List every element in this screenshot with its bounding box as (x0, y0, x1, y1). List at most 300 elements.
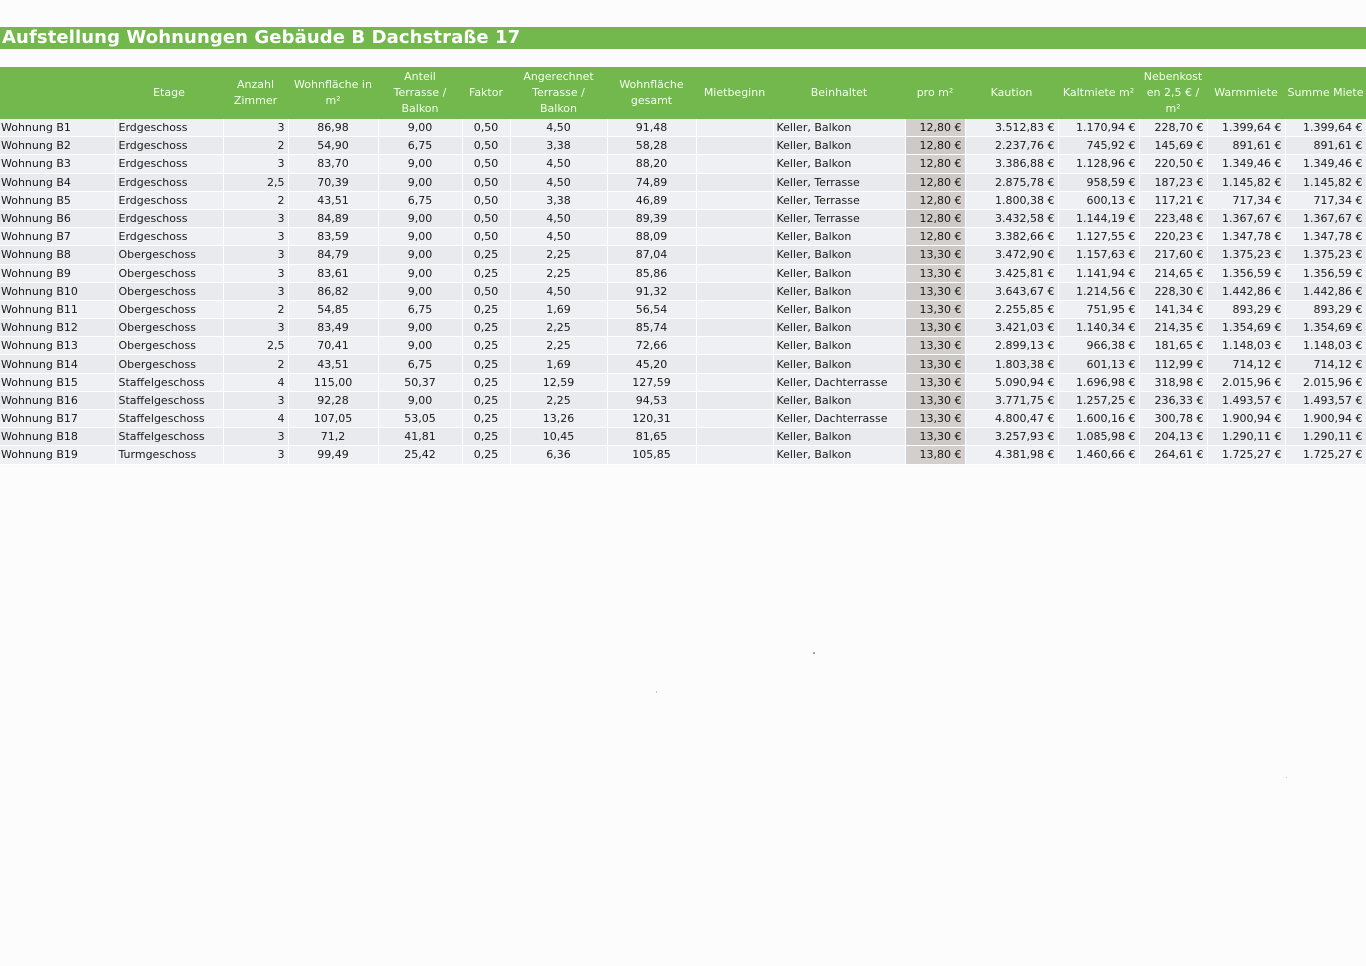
cell-zimmer: 2,5 (223, 337, 288, 355)
cell-gesamt: 46,89 (607, 191, 696, 209)
cell-nebenkosten: 220,50 € (1139, 155, 1207, 173)
cell-gesamt: 81,65 (607, 428, 696, 446)
cell-beinhaltet: Keller, Terrasse (773, 191, 905, 209)
cell-pro-m2: 13,30 € (905, 355, 965, 373)
cell-warmmiete: 1.442,86 € (1207, 282, 1285, 300)
cell-nebenkosten: 264,61 € (1139, 446, 1207, 464)
cell-summe: 1.290,11 € (1285, 428, 1366, 446)
cell-anteil: 9,00 (378, 209, 462, 227)
cell-warmmiete: 1.290,11 € (1207, 428, 1285, 446)
cell-kaution: 3.421,03 € (965, 319, 1058, 337)
cell-nebenkosten: 220,23 € (1139, 228, 1207, 246)
cell-pro-m2: 13,30 € (905, 319, 965, 337)
cell-beinhaltet: Keller, Balkon (773, 155, 905, 173)
cell-beinhaltet: Keller, Balkon (773, 355, 905, 373)
cell-etage: Obergeschoss (115, 282, 223, 300)
cell-nebenkosten: 181,65 € (1139, 337, 1207, 355)
cell-angerechnet: 2,25 (510, 337, 607, 355)
table-row (0, 246, 1366, 264)
cell-faktor: 0,25 (462, 355, 510, 373)
cell-gesamt: 127,59 (607, 373, 696, 391)
cell-faktor: 0,50 (462, 119, 510, 137)
cell-kaution: 4.800,47 € (965, 410, 1058, 428)
cell-angerechnet: 2,25 (510, 246, 607, 264)
cell-name: Wohnung B7 (0, 228, 115, 246)
cell-gesamt: 72,66 (607, 337, 696, 355)
cell-zimmer: 3 (223, 228, 288, 246)
cell-pro-m2: 13,30 € (905, 428, 965, 446)
cell-mietbeginn (696, 319, 773, 337)
cell-kaltmiete: 1.170,94 € (1058, 119, 1139, 137)
cell-anteil: 50,37 (378, 373, 462, 391)
cell-summe: 1.399,64 € (1285, 119, 1366, 137)
cell-summe: 1.356,59 € (1285, 264, 1366, 282)
cell-anteil: 25,42 (378, 446, 462, 464)
cell-nebenkosten: 228,30 € (1139, 282, 1207, 300)
cell-nebenkosten: 214,65 € (1139, 264, 1207, 282)
cell-etage: Obergeschoss (115, 319, 223, 337)
cell-name: Wohnung B17 (0, 410, 115, 428)
cell-zimmer: 3 (223, 391, 288, 409)
cell-kaution: 3.257,93 € (965, 428, 1058, 446)
cell-mietbeginn (696, 119, 773, 137)
cell-warmmiete: 2.015,96 € (1207, 373, 1285, 391)
cell-gesamt: 74,89 (607, 173, 696, 191)
cell-wohnflaeche: 86,98 (288, 119, 378, 137)
header-etage: Etage (115, 67, 223, 119)
cell-gesamt: 85,86 (607, 264, 696, 282)
cell-mietbeginn (696, 264, 773, 282)
cell-name: Wohnung B12 (0, 319, 115, 337)
cell-gesamt: 45,20 (607, 355, 696, 373)
cell-summe: 2.015,96 € (1285, 373, 1366, 391)
cell-anteil: 6,75 (378, 191, 462, 209)
cell-warmmiete: 893,29 € (1207, 300, 1285, 318)
header-zimmer: Anzahl Zimmer (223, 67, 288, 119)
cell-kaution: 2.875,78 € (965, 173, 1058, 191)
cell-anteil: 6,75 (378, 137, 462, 155)
cell-beinhaltet: Keller, Balkon (773, 246, 905, 264)
cell-nebenkosten: 228,70 € (1139, 119, 1207, 137)
cell-wohnflaeche: 70,41 (288, 337, 378, 355)
cell-kaltmiete: 600,13 € (1058, 191, 1139, 209)
cell-faktor: 0,50 (462, 209, 510, 227)
cell-warmmiete: 1.354,69 € (1207, 319, 1285, 337)
cell-nebenkosten: 204,13 € (1139, 428, 1207, 446)
table-row (0, 155, 1366, 173)
cell-anteil: 9,00 (378, 319, 462, 337)
cell-warmmiete: 1.145,82 € (1207, 173, 1285, 191)
cell-mietbeginn (696, 410, 773, 428)
cell-mietbeginn (696, 373, 773, 391)
cell-kaltmiete: 958,59 € (1058, 173, 1139, 191)
table-row (0, 337, 1366, 355)
cell-nebenkosten: 300,78 € (1139, 410, 1207, 428)
cell-nebenkosten: 214,35 € (1139, 319, 1207, 337)
cell-warmmiete: 1.725,27 € (1207, 446, 1285, 464)
cell-beinhaltet: Keller, Balkon (773, 391, 905, 409)
cell-faktor: 0,50 (462, 282, 510, 300)
cell-gesamt: 85,74 (607, 319, 696, 337)
cell-mietbeginn (696, 282, 773, 300)
cell-wohnflaeche: 71,2 (288, 428, 378, 446)
cell-zimmer: 4 (223, 410, 288, 428)
cell-pro-m2: 12,80 € (905, 209, 965, 227)
cell-beinhaltet: Keller, Balkon (773, 446, 905, 464)
cell-wohnflaeche: 86,82 (288, 282, 378, 300)
cell-pro-m2: 12,80 € (905, 173, 965, 191)
cell-pro-m2: 13,30 € (905, 391, 965, 409)
cell-summe: 893,29 € (1285, 300, 1366, 318)
table-header-row (0, 67, 1366, 119)
cell-beinhaltet: Keller, Balkon (773, 300, 905, 318)
cell-summe: 1.354,69 € (1285, 319, 1366, 337)
cell-wohnflaeche: 83,61 (288, 264, 378, 282)
cell-etage: Obergeschoss (115, 264, 223, 282)
cell-pro-m2: 13,30 € (905, 264, 965, 282)
table-row (0, 228, 1366, 246)
cell-gesamt: 89,39 (607, 209, 696, 227)
cell-kaution: 3.432,58 € (965, 209, 1058, 227)
scan-speck (1286, 777, 1287, 778)
cell-warmmiete: 717,34 € (1207, 191, 1285, 209)
cell-etage: Erdgeschoss (115, 155, 223, 173)
cell-kaltmiete: 1.140,34 € (1058, 319, 1139, 337)
cell-etage: Erdgeschoss (115, 209, 223, 227)
cell-angerechnet: 1,69 (510, 300, 607, 318)
cell-angerechnet: 4,50 (510, 173, 607, 191)
header-name (0, 67, 115, 119)
header-nebenkosten: Nebenkost en 2,5 € / m² (1139, 67, 1207, 119)
cell-angerechnet: 4,50 (510, 119, 607, 137)
cell-name: Wohnung B2 (0, 137, 115, 155)
cell-zimmer: 2 (223, 355, 288, 373)
cell-gesamt: 94,53 (607, 391, 696, 409)
cell-pro-m2: 13,30 € (905, 373, 965, 391)
cell-zimmer: 4 (223, 373, 288, 391)
cell-wohnflaeche: 84,79 (288, 246, 378, 264)
header-gesamt: Wohnfläche gesamt (607, 67, 696, 119)
cell-kaution: 1.800,38 € (965, 191, 1058, 209)
cell-warmmiete: 1.356,59 € (1207, 264, 1285, 282)
cell-faktor: 0,25 (462, 373, 510, 391)
cell-anteil: 9,00 (378, 337, 462, 355)
cell-anteil: 9,00 (378, 246, 462, 264)
cell-etage: Erdgeschoss (115, 173, 223, 191)
cell-summe: 1.442,86 € (1285, 282, 1366, 300)
cell-faktor: 0,25 (462, 300, 510, 318)
cell-anteil: 6,75 (378, 355, 462, 373)
cell-pro-m2: 13,30 € (905, 282, 965, 300)
cell-kaltmiete: 1.214,56 € (1058, 282, 1139, 300)
cell-wohnflaeche: 115,00 (288, 373, 378, 391)
table-row (0, 300, 1366, 318)
cell-summe: 717,34 € (1285, 191, 1366, 209)
cell-etage: Erdgeschoss (115, 228, 223, 246)
cell-anteil: 9,00 (378, 282, 462, 300)
cell-zimmer: 2,5 (223, 173, 288, 191)
cell-mietbeginn (696, 246, 773, 264)
cell-anteil: 9,00 (378, 119, 462, 137)
cell-beinhaltet: Keller, Dachterrasse (773, 410, 905, 428)
table-row (0, 191, 1366, 209)
cell-name: Wohnung B16 (0, 391, 115, 409)
cell-mietbeginn (696, 173, 773, 191)
cell-beinhaltet: Keller, Terrasse (773, 173, 905, 191)
cell-summe: 1.148,03 € (1285, 337, 1366, 355)
cell-zimmer: 2 (223, 300, 288, 318)
cell-warmmiete: 1.349,46 € (1207, 155, 1285, 173)
cell-name: Wohnung B10 (0, 282, 115, 300)
table-row (0, 264, 1366, 282)
cell-kaution: 2.255,85 € (965, 300, 1058, 318)
cell-angerechnet: 4,50 (510, 209, 607, 227)
cell-pro-m2: 13,30 € (905, 246, 965, 264)
cell-faktor: 0,50 (462, 191, 510, 209)
cell-anteil: 9,00 (378, 264, 462, 282)
cell-zimmer: 3 (223, 282, 288, 300)
cell-mietbeginn (696, 155, 773, 173)
cell-etage: Obergeschoss (115, 300, 223, 318)
cell-etage: Staffelgeschoss (115, 410, 223, 428)
cell-etage: Erdgeschoss (115, 191, 223, 209)
table-row (0, 428, 1366, 446)
cell-mietbeginn (696, 446, 773, 464)
cell-zimmer: 3 (223, 428, 288, 446)
cell-name: Wohnung B14 (0, 355, 115, 373)
cell-zimmer: 3 (223, 246, 288, 264)
cell-wohnflaeche: 92,28 (288, 391, 378, 409)
cell-etage: Staffelgeschoss (115, 391, 223, 409)
cell-anteil: 53,05 (378, 410, 462, 428)
cell-gesamt: 88,09 (607, 228, 696, 246)
cell-kaltmiete: 1.141,94 € (1058, 264, 1139, 282)
table-row (0, 209, 1366, 227)
cell-gesamt: 120,31 (607, 410, 696, 428)
cell-etage: Erdgeschoss (115, 137, 223, 155)
cell-warmmiete: 1.347,78 € (1207, 228, 1285, 246)
cell-zimmer: 3 (223, 319, 288, 337)
cell-etage: Erdgeschoss (115, 119, 223, 137)
cell-gesamt: 56,54 (607, 300, 696, 318)
cell-kaution: 3.512,83 € (965, 119, 1058, 137)
cell-wohnflaeche: 84,89 (288, 209, 378, 227)
cell-angerechnet: 4,50 (510, 155, 607, 173)
cell-mietbeginn (696, 137, 773, 155)
cell-warmmiete: 1.399,64 € (1207, 119, 1285, 137)
cell-beinhaltet: Keller, Balkon (773, 264, 905, 282)
cell-faktor: 0,50 (462, 155, 510, 173)
cell-name: Wohnung B8 (0, 246, 115, 264)
cell-faktor: 0,25 (462, 391, 510, 409)
cell-angerechnet: 1,69 (510, 355, 607, 373)
cell-zimmer: 2 (223, 137, 288, 155)
cell-mietbeginn (696, 300, 773, 318)
cell-wohnflaeche: 54,90 (288, 137, 378, 155)
cell-etage: Turmgeschoss (115, 446, 223, 464)
cell-warmmiete: 1.375,23 € (1207, 246, 1285, 264)
cell-kaution: 5.090,94 € (965, 373, 1058, 391)
cell-faktor: 0,25 (462, 428, 510, 446)
header-wohnflaeche: Wohnfläche in m² (288, 67, 378, 119)
header-summe: Summe Miete (1285, 67, 1366, 119)
cell-summe: 1.900,94 € (1285, 410, 1366, 428)
header-beinhaltet: Beinhaltet (773, 67, 905, 119)
cell-wohnflaeche: 83,70 (288, 155, 378, 173)
cell-gesamt: 87,04 (607, 246, 696, 264)
cell-angerechnet: 4,50 (510, 282, 607, 300)
cell-anteil: 9,00 (378, 228, 462, 246)
cell-anteil: 41,81 (378, 428, 462, 446)
cell-summe: 1.493,57 € (1285, 391, 1366, 409)
cell-zimmer: 3 (223, 209, 288, 227)
cell-beinhaltet: Keller, Balkon (773, 428, 905, 446)
cell-kaltmiete: 1.157,63 € (1058, 246, 1139, 264)
cell-mietbeginn (696, 191, 773, 209)
cell-kaltmiete: 966,38 € (1058, 337, 1139, 355)
cell-angerechnet: 2,25 (510, 264, 607, 282)
cell-summe: 1.367,67 € (1285, 209, 1366, 227)
cell-angerechnet: 2,25 (510, 391, 607, 409)
table-row (0, 410, 1366, 428)
cell-wohnflaeche: 83,49 (288, 319, 378, 337)
cell-zimmer: 3 (223, 446, 288, 464)
cell-zimmer: 3 (223, 264, 288, 282)
cell-name: Wohnung B19 (0, 446, 115, 464)
cell-beinhaltet: Keller, Balkon (773, 228, 905, 246)
cell-faktor: 0,25 (462, 446, 510, 464)
cell-etage: Staffelgeschoss (115, 428, 223, 446)
table-row (0, 137, 1366, 155)
table-row (0, 282, 1366, 300)
cell-nebenkosten: 236,33 € (1139, 391, 1207, 409)
cell-kaution: 2.899,13 € (965, 337, 1058, 355)
cell-nebenkosten: 117,21 € (1139, 191, 1207, 209)
cell-kaution: 3.386,88 € (965, 155, 1058, 173)
cell-nebenkosten: 112,99 € (1139, 355, 1207, 373)
cell-name: Wohnung B15 (0, 373, 115, 391)
cell-pro-m2: 13,80 € (905, 446, 965, 464)
cell-pro-m2: 12,80 € (905, 155, 965, 173)
cell-wohnflaeche: 99,49 (288, 446, 378, 464)
apartment-table (0, 67, 1366, 465)
cell-angerechnet: 4,50 (510, 228, 607, 246)
cell-faktor: 0,25 (462, 410, 510, 428)
cell-faktor: 0,50 (462, 137, 510, 155)
header-anteil: Anteil Terrasse / Balkon (378, 67, 462, 119)
cell-beinhaltet: Keller, Balkon (773, 337, 905, 355)
cell-pro-m2: 12,80 € (905, 137, 965, 155)
cell-pro-m2: 13,30 € (905, 300, 965, 318)
cell-mietbeginn (696, 337, 773, 355)
cell-kaution: 4.381,98 € (965, 446, 1058, 464)
cell-name: Wohnung B5 (0, 191, 115, 209)
cell-wohnflaeche: 43,51 (288, 355, 378, 373)
cell-kaltmiete: 1.144,19 € (1058, 209, 1139, 227)
cell-warmmiete: 1.493,57 € (1207, 391, 1285, 409)
cell-summe: 891,61 € (1285, 137, 1366, 155)
cell-etage: Obergeschoss (115, 355, 223, 373)
cell-gesamt: 91,48 (607, 119, 696, 137)
cell-gesamt: 58,28 (607, 137, 696, 155)
cell-warmmiete: 1.900,94 € (1207, 410, 1285, 428)
cell-kaution: 3.643,67 € (965, 282, 1058, 300)
cell-etage: Staffelgeschoss (115, 373, 223, 391)
cell-nebenkosten: 318,98 € (1139, 373, 1207, 391)
cell-kaltmiete: 1.127,55 € (1058, 228, 1139, 246)
table-row (0, 373, 1366, 391)
cell-wohnflaeche: 43,51 (288, 191, 378, 209)
cell-pro-m2: 13,30 € (905, 410, 965, 428)
cell-kaltmiete: 1.696,98 € (1058, 373, 1139, 391)
cell-nebenkosten: 141,34 € (1139, 300, 1207, 318)
cell-name: Wohnung B4 (0, 173, 115, 191)
cell-mietbeginn (696, 391, 773, 409)
cell-beinhaltet: Keller, Balkon (773, 119, 905, 137)
cell-warmmiete: 1.367,67 € (1207, 209, 1285, 227)
cell-kaution: 3.472,90 € (965, 246, 1058, 264)
cell-nebenkosten: 223,48 € (1139, 209, 1207, 227)
cell-faktor: 0,50 (462, 173, 510, 191)
cell-kaltmiete: 1.257,25 € (1058, 391, 1139, 409)
cell-etage: Obergeschoss (115, 337, 223, 355)
cell-summe: 1.725,27 € (1285, 446, 1366, 464)
cell-name: Wohnung B18 (0, 428, 115, 446)
cell-angerechnet: 3,38 (510, 191, 607, 209)
cell-beinhaltet: Keller, Terrasse (773, 209, 905, 227)
cell-etage: Obergeschoss (115, 246, 223, 264)
cell-pro-m2: 12,80 € (905, 228, 965, 246)
table-row (0, 446, 1366, 464)
cell-kaution: 3.425,81 € (965, 264, 1058, 282)
header-pro-m2: pro m² (905, 67, 965, 119)
cell-anteil: 6,75 (378, 300, 462, 318)
cell-beinhaltet: Keller, Balkon (773, 319, 905, 337)
cell-angerechnet: 6,36 (510, 446, 607, 464)
header-kaltmiete: Kaltmiete m² (1058, 67, 1139, 119)
table-row (0, 319, 1366, 337)
cell-gesamt: 88,20 (607, 155, 696, 173)
cell-faktor: 0,50 (462, 228, 510, 246)
cell-anteil: 9,00 (378, 391, 462, 409)
cell-kaltmiete: 601,13 € (1058, 355, 1139, 373)
header-warmmiete: Warmmiete (1207, 67, 1285, 119)
cell-kaltmiete: 1.460,66 € (1058, 446, 1139, 464)
cell-pro-m2: 13,30 € (905, 337, 965, 355)
table-row (0, 391, 1366, 409)
cell-faktor: 0,25 (462, 264, 510, 282)
cell-faktor: 0,25 (462, 337, 510, 355)
cell-angerechnet: 13,26 (510, 410, 607, 428)
cell-kaltmiete: 1.128,96 € (1058, 155, 1139, 173)
table-row (0, 173, 1366, 191)
cell-zimmer: 3 (223, 155, 288, 173)
cell-kaution: 2.237,76 € (965, 137, 1058, 155)
cell-name: Wohnung B1 (0, 119, 115, 137)
cell-name: Wohnung B13 (0, 337, 115, 355)
cell-angerechnet: 3,38 (510, 137, 607, 155)
cell-gesamt: 105,85 (607, 446, 696, 464)
cell-angerechnet: 12,59 (510, 373, 607, 391)
cell-warmmiete: 891,61 € (1207, 137, 1285, 155)
cell-beinhaltet: Keller, Dachterrasse (773, 373, 905, 391)
header-kaution: Kaution (965, 67, 1058, 119)
cell-kaltmiete: 1.085,98 € (1058, 428, 1139, 446)
cell-summe: 1.349,46 € (1285, 155, 1366, 173)
cell-kaution: 3.771,75 € (965, 391, 1058, 409)
header-faktor: Faktor (462, 67, 510, 119)
cell-name: Wohnung B3 (0, 155, 115, 173)
